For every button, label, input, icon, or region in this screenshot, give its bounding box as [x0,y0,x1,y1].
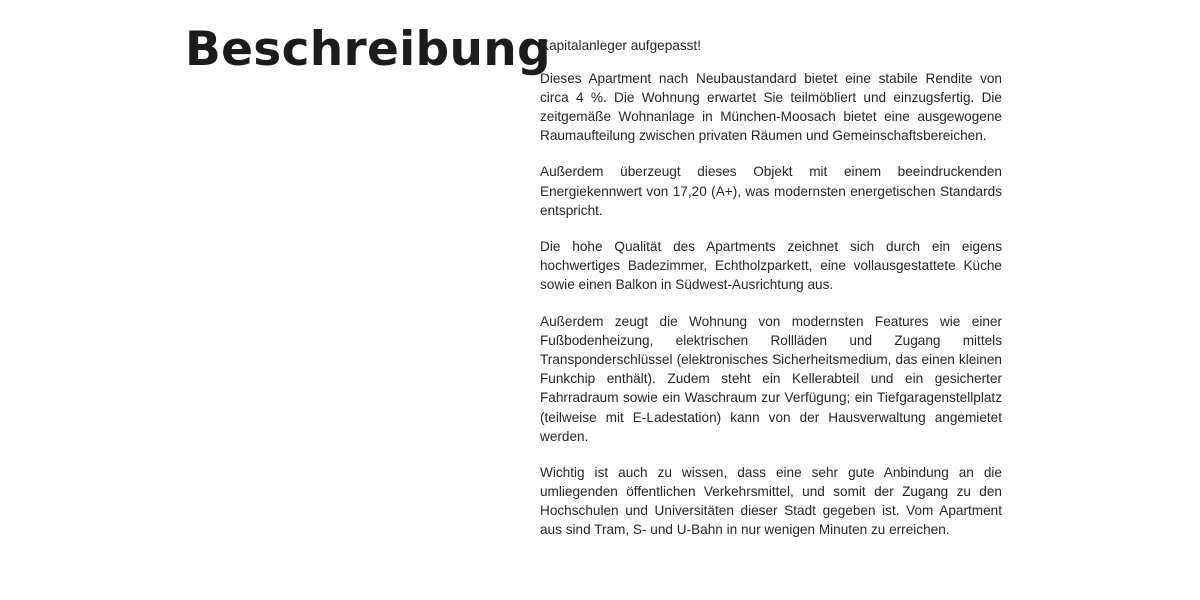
paragraph-energie: Außerdem überzeugt dieses Objekt mit einem beeindruckenden Energiekennwert von 17,20 (A+), was modernsten energetischen Standards entspricht. [540,164,1002,218]
paragraph-anbindung: Wichtig ist auch zu wissen, dass eine sehr gute Anbindung an die umliegenden öffentlichen Verkehrsmittel, und somit der Zugang zu den Hochschulen und Universitäten dieser Stadt gegeben ist. Vom Apartment aus sind Tram, S- und U-Bahn in nur wenigen Minuten zu erreichen. [540,465,1002,538]
section-title: Beschreibung [185,22,551,77]
paragraph-ausstattung: Die hohe Qualität des Apartments zeichnet sich durch ein eigens hochwertiges Badezimmer, Echtholzparkett, eine vollausgestattete Küche sowie einen Balkon in Südwest-Ausrichtung aus. [540,239,1002,293]
description-body [540,36,1002,557]
intro-line: Kapitalanleger aufgepasst! [540,38,701,53]
paragraph-features: Außerdem zeugt die Wohnung von modernsten Features wie einer Fußbodenheizung, elektrischen Rollläden und Zugang mittels Transponderschlüssel (elektronisches Sicherheitsmedium, das einen kleinen Funkchip enthält). Zudem steht ein Kellerabteil und ein gesicherter Fahrradraum sowie ein Waschraum zur Verfügung; ein Tiefgaragenstellplatz (teilweise mit E-Ladestation) kann von der Hausverwaltung angemietet werden. [540,314,1002,444]
paragraph-rendite: Dieses Apartment nach Neubaustandard bietet eine stabile Rendite von circa 4 %. Die Wohnung erwartet Sie teilmöbliert und einzugsfertig. Die zeitgemäße Wohnanlage in München-Moosach bietet eine ausgewogene Raumaufteilung zwischen privaten Räumen und Gemeinschaftsbereichen. [540,70,1002,143]
